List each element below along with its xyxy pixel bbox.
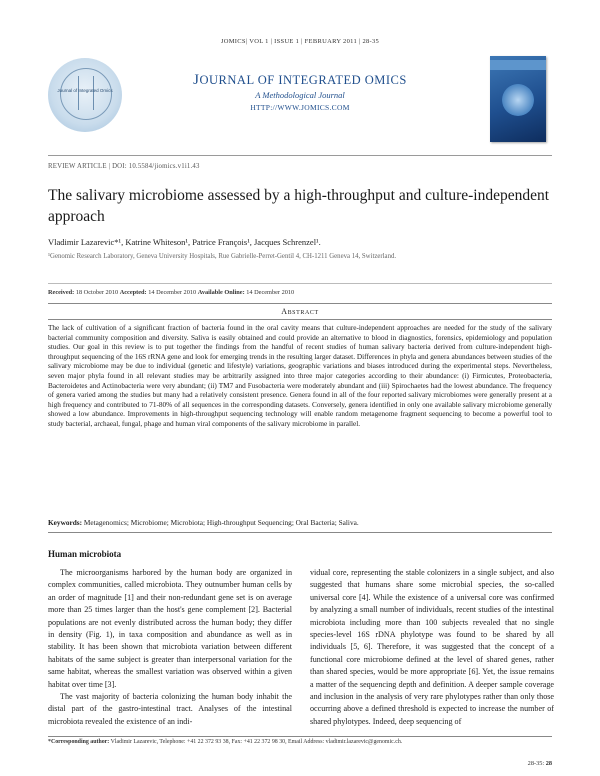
review-doi-line: REVIEW ARTICLE | DOI: 10.5584/jiomics.v1i1.43 [48, 163, 200, 170]
cover-band [490, 60, 546, 70]
journal-title [0, 72, 600, 89]
paragraph: The vast majority of bacteria colonizing the human body inhabit the distal part of the gastro-intestinal tract. Analyses of the intestinal microbiota revealed the existence of an indi- [48, 692, 292, 726]
journal-title-initial: J [193, 72, 200, 88]
paragraph: vidual core, representing the stable colonizers in a single subject, and also suggested that humans share some microbial species, the so-called universal core [4]. While the existence of a universal core was confirmed by analyzing a small number of individuals, recent studies of the intestinal microbiota including more than 100 subjects revealed that no single species-level 16S rDNA phylotype was found to be shared by all individuals [5, 6]. Therefore, it was suggested that the concept of a functional core microbiome defined at the level of shared genes, rather than shared species, would be more appropriate [6]. Yet, the issue remains a matter of the sequencing depth and definition. A deeper sample coverage and inclusion in the analysis of very rare phylotypes rather than only those occurring above a defined threshold is expected to increase the number of shared phylotypes. Indeed, deep sequencing of [310, 568, 554, 726]
divider [48, 283, 552, 284]
paragraph: The microorganisms harbored by the human body are organized in complex communities, called microbiota. They outnumber human cells by an order of magnitude [1] and their non-redundant gene set is on average more than 25 times larger than the host's gene complement [2]. Bacterial populations are not evenly distributed across the human body; they differ in density (Fig. 1), in taxa composition and abundance as well as in stability. It has been shown that microbiota variation between different habitats of the same subject is greater than interpersonal variation for the same habitat, whereas the smallest variation was observed within a given habitat over time [3]. [48, 568, 292, 689]
running-head: JOMICS| VOL 1 | ISSUE 1 | FEBRUARY 2011 | 28-35 [220, 38, 380, 45]
abstract-text: The lack of cultivation of a significant fraction of bacteria found in the oral cavity means that culture-independent approaches are needed for the study of the salivary bacterial community composition and diversity. Saliva is easily obtained and could provide an alternative to blood in diagnostics, forensics, epidemiology and population studies. Our goal in this review is to put together the findings from the handful of recent studies of human salivary bacteria derived from culture-independent high-throughput sequencing of the 16S rRNA gene and look for emerging trends in the resulting larger dataset. Differences in phyla and genera abundances between studies of the salivary microbiome may be due to individual (genetic and lifestyle) variations, geographic variations and biases introduced during the experimental steps. Nevertheless, seven major phyla found in all relevant studies may be arbitrarily assigned into three major categories according to their abundance: (i) Firmicutes, Proteobacteria, Bacteroidetes and Actinobacteria were very abundant; (ii) TM7 and Fusobacteria were moderately abundant and (iii) Spirochaetes had the lowest abundance. The frequency of genera varied among the studies but many had a relatively consistent presence. Genera found in all of the four reported salivary microbiomes were generally present at a high frequency and contributed to 71-80% of all sequences in the corresponding datasets. Conversely, genera identified in only one available salivary microbiome generally showed a low abundance. Improvements in high-throughput sequencing technology will enable random metagenome fragment sequencing to become a powerful tool to study bacterial, archaeal, fungal, phage and human viral components of the salivary microbiome in parallel. [48, 324, 552, 428]
accepted-label: Accepted: [119, 289, 147, 296]
online-label: Available Online: [197, 289, 245, 296]
keywords-list: Metagenomics; Microbiome; Microbiota; High-throughput Sequencing; Oral Bacteria; Saliva. [83, 518, 359, 527]
page-number-value: 28 [545, 760, 552, 767]
journal-url[interactable]: HTTP://WWW.JOMICS.COM [250, 103, 350, 112]
abstract-heading: Abstract [281, 307, 319, 316]
received-date: 18 October 2010 [75, 289, 119, 296]
accepted-date: 14 December 2010 [148, 289, 197, 296]
footnote-label: *Corresponding author: [48, 739, 110, 745]
journal-subtitle: A Methodological Journal [255, 90, 345, 100]
section-heading: Human microbiota [48, 549, 122, 559]
article-title: The salivary microbiome assessed by a high-throughput and culture-independent approach [48, 187, 550, 225]
keywords [48, 518, 552, 527]
received-label: Received: [48, 289, 75, 296]
keywords-label: Keywords: [48, 518, 83, 527]
affiliation: ¹Genomic Research Laboratory, Geneva University Hospitals, Rue Gabrielle-Perret-Gentil 4, CH-1211 Geneva 14, Switzerland. [48, 253, 397, 260]
footnote-text: Vladimir Lazarevic, Telephone: +41 22 372 93 38, Fax: +41 22 372 98 30, Email Address: vladimir.lazarevic@genomic.ch. [110, 739, 403, 745]
divider [48, 532, 552, 533]
corresponding-author-footnote [48, 739, 552, 745]
online-date: 14 December 2010 [246, 289, 295, 296]
page-range: 28-35: [527, 760, 545, 767]
divider [48, 303, 552, 304]
divider [48, 319, 552, 320]
body-column-right [310, 567, 554, 728]
article-dates [48, 289, 294, 296]
journal-title-rest: OURNAL OF INTEGRATED OMICS [199, 73, 407, 87]
author-list: Vladimir Lazarevic*¹, Katrine Whiteson¹, Patrice François¹, Jacques Schrenzel¹. [48, 237, 321, 247]
divider [48, 736, 552, 737]
page-number [470, 760, 552, 767]
body-column-left [48, 567, 292, 728]
logo-left-text: Journal of Integrated Omics [57, 88, 113, 93]
divider [48, 155, 552, 156]
